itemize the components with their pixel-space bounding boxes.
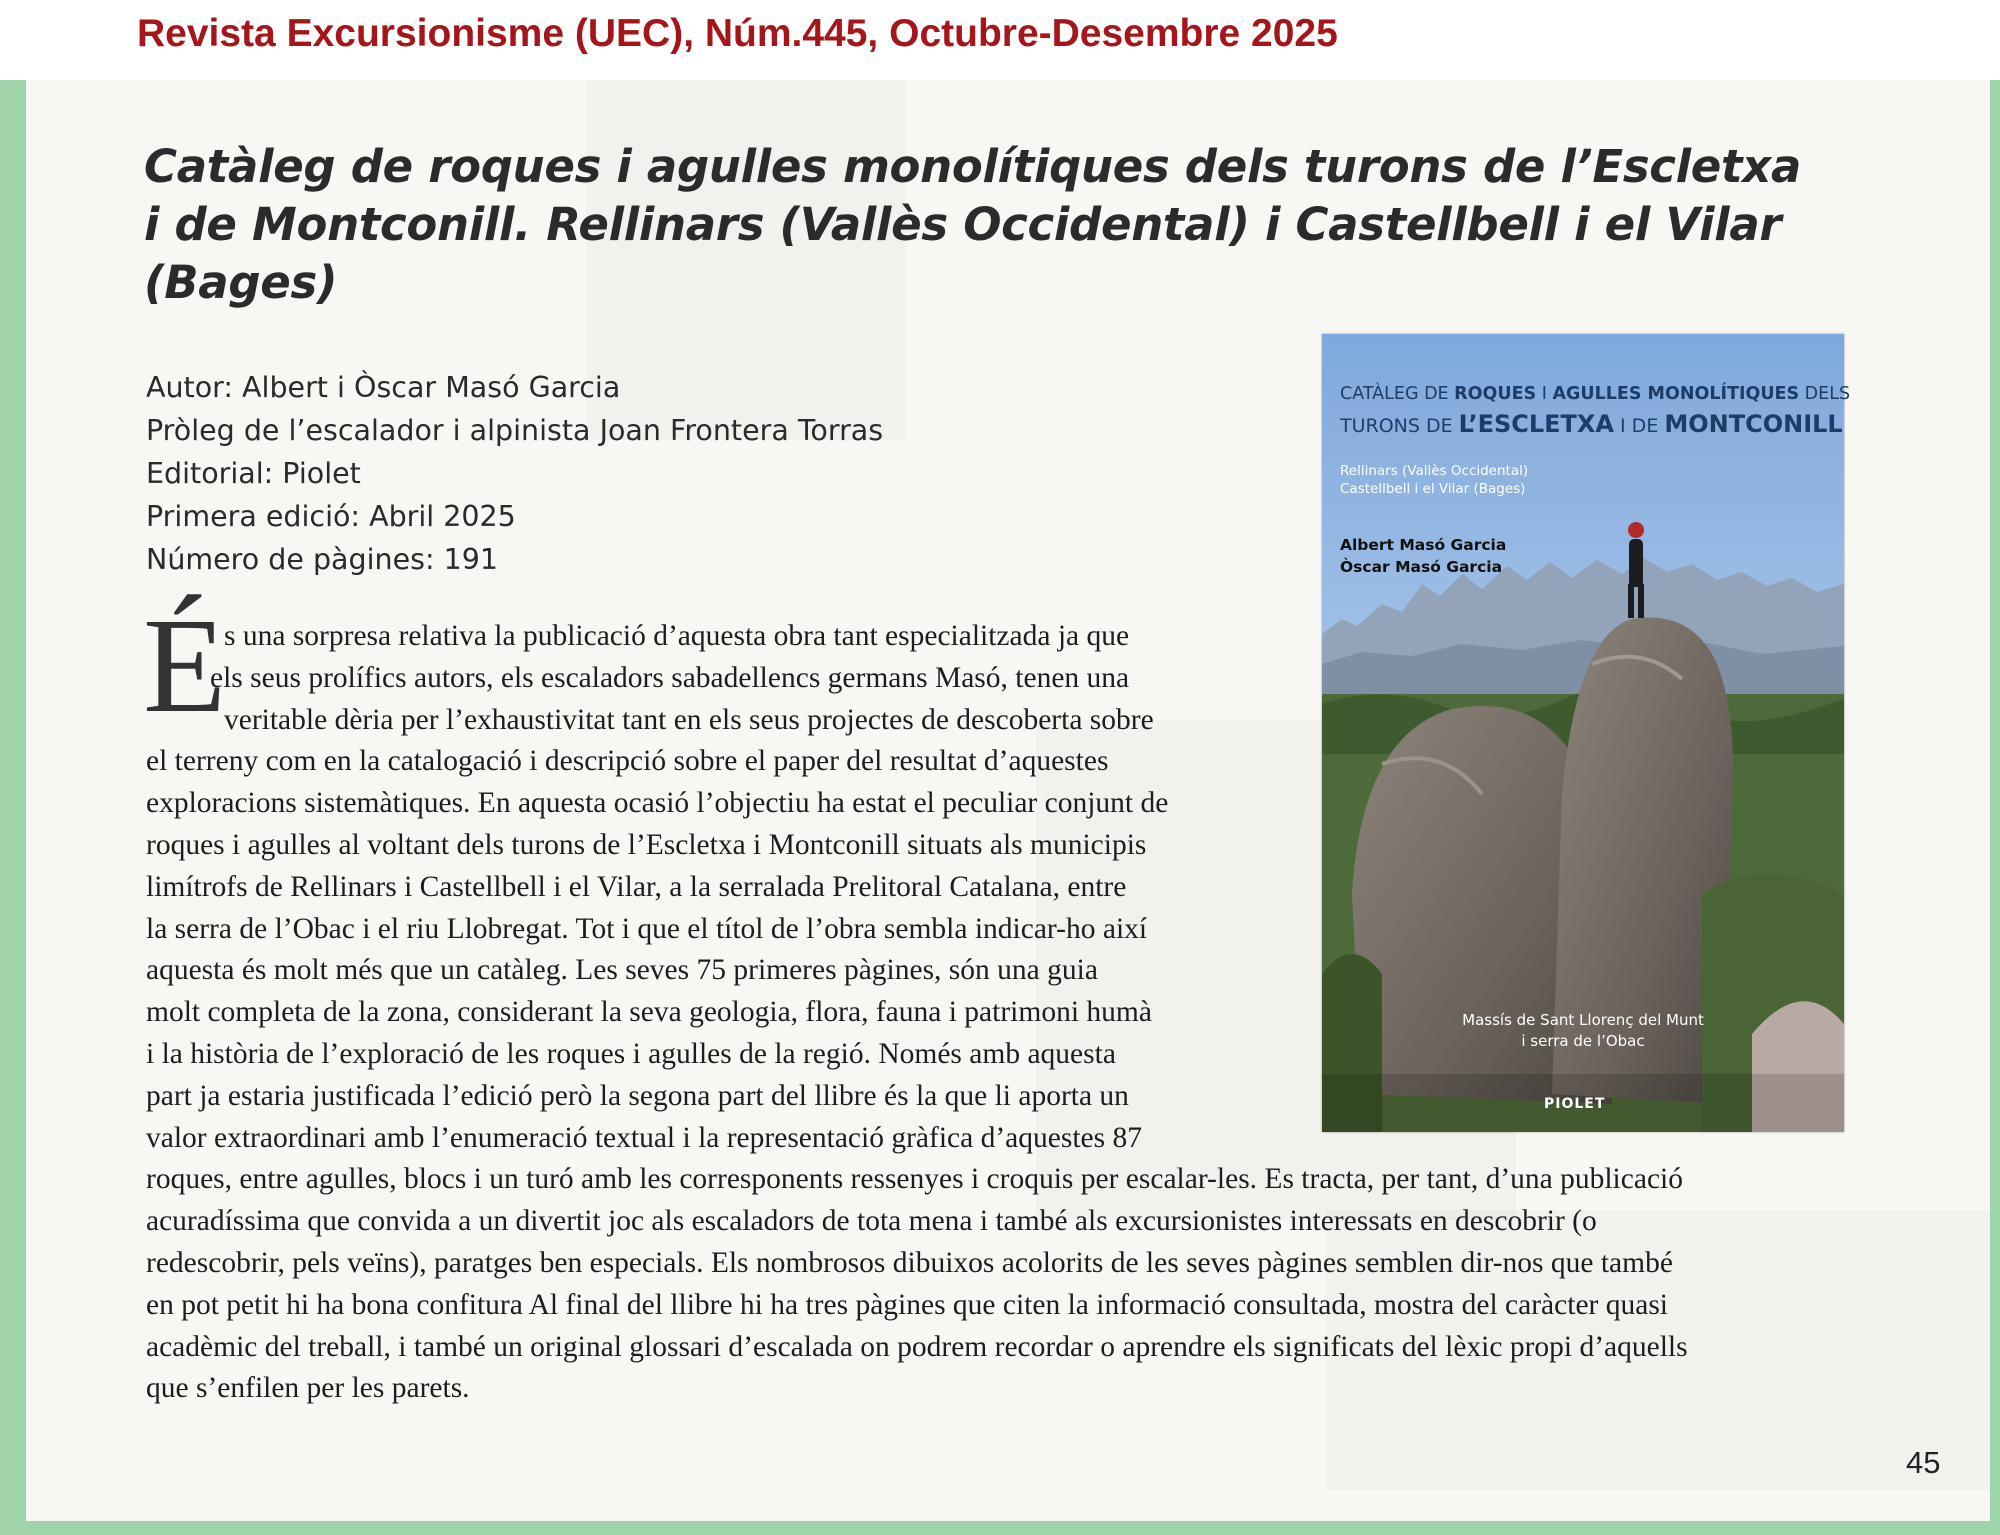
cover-text: TURONS DE (1340, 415, 1459, 437)
book-metadata (146, 366, 883, 581)
cover-text: L’ESCLETXA (1458, 410, 1614, 438)
body-line: s una sorpresa relativa la publicació d’aquesta obra tant especialitzada ja que (224, 620, 1130, 652)
body-line: valor extraordinari amb l’enumeració textual i la representació gràfica d’aquestes 87 (146, 1121, 1142, 1154)
body-line: roques i agulles al voltant dels turons de l’Escletxa i Montconill situats als municipis (146, 828, 1147, 861)
cover-publisher: PIOLET (1544, 1096, 1606, 1112)
body-line: acuradíssima que convida a un divertit joc als escaladors de tota mena i també als excursionistes interessats en descobrir (o (146, 1205, 1597, 1238)
cover-subtitle (1340, 462, 1528, 498)
body-line: roques, entre agulles, blocs i un turó amb les corresponents ressenyes i croquis per escalar-les. Es tracta, per tant, d’una publicació (146, 1163, 1683, 1196)
prologue-line: Pròleg de l’escalador i alpinista Joan Frontera Torras (146, 414, 884, 447)
cover-title-line1 (1340, 384, 1850, 404)
cover-massif-line: i serra de l’Obac (1521, 1032, 1645, 1050)
edition-line: Primera edició: Abril 2025 (146, 500, 516, 533)
body-line: en pot petit hi ha bona confitura Al final del llibre hi ha tres pàgines que citen la informació consultada, mostra del caràcter quasi (146, 1288, 1669, 1321)
body-line: la serra de l’Obac i el riu Llobregat. Tot i que el títol de l’obra sembla indicar-ho així (146, 912, 1148, 945)
body-line: que s’enfilen per les parets. (146, 1372, 470, 1405)
cover-massif-line: Massís de Sant Llorenç del Munt (1462, 1011, 1704, 1029)
body-line: els seus prolífics autors, els escaladors sabadellencs germans Masó, tenen una (210, 661, 1130, 694)
cover-text: ROQUES (1454, 384, 1537, 404)
cover-massif (1322, 1010, 1844, 1052)
title-line: i de Montconill. Rellinars (Vallès Occidental) i Castellbell i el Vilar (144, 198, 1782, 251)
body-line: el terreny com en la catalogació i descripció sobre el paper del resultat d’aquestes (146, 745, 1109, 778)
journal-title: Revista Excursionisme (UEC), Núm.445, Octubre-Desembre 2025 (137, 12, 1338, 55)
body-line: aquesta és molt més que un catàleg. Les seves 75 primeres pàgines, són una guia (146, 954, 1098, 987)
body-line: veritable dèria per l’exhaustivitat tant en els seus projectes de descoberta sobre (224, 703, 1154, 736)
cover-text: MONTCONILL (1664, 410, 1843, 438)
title-line: Catàleg de roques i agulles monolítiques dels turons de l’Escletxa (144, 140, 1802, 193)
publisher-line: Editorial: Piolet (146, 457, 361, 490)
cover-text: DELS (1799, 384, 1851, 404)
cover-subtitle-line: Rellinars (Vallès Occidental) (1340, 463, 1529, 479)
cover-title-line2 (1340, 410, 1843, 438)
article-title (144, 138, 1824, 312)
book-cover (1322, 334, 1851, 1132)
cover-text: I (1536, 384, 1553, 404)
body-line: molt completa de la zona, considerant la seva geologia, flora, fauna i patrimoni humà (146, 996, 1152, 1029)
cover-text: I DE (1614, 415, 1665, 437)
page-number: 45 (1906, 1445, 1941, 1480)
cover-author: Albert Masó Garcia (1340, 536, 1507, 554)
body-line: acadèmic del treball, i també un original glossari d’escalada on podrem recordar o aprendre els significats del lèxic propi d’aquells (146, 1330, 1688, 1363)
cover-text: AGULLES MONOLÍTIQUES (1552, 384, 1800, 404)
body-line: part ja estaria justificada l’edició però la segona part del llibre és la que li aporta un (146, 1079, 1129, 1112)
author-line: Autor: Albert i Òscar Masó Garcia (146, 371, 621, 404)
pages-line: Número de pàgines: 191 (146, 543, 499, 576)
body-line: i la història de l’exploració de les roques i agulles de la regió. Només amb aquesta (146, 1037, 1116, 1070)
cover-authors (1340, 534, 1506, 578)
drop-cap: É (143, 591, 227, 741)
journal-header (0, 0, 2000, 80)
cover-author: Òscar Masó Garcia (1340, 558, 1503, 576)
body-line: redescobrir, pels veïns), paratges ben especials. Els nombrosos dibuixos acolorits de les seves pàgines semblen dir-nos que també (146, 1246, 1673, 1279)
cover-text: CATÀLEG DE (1340, 384, 1455, 404)
cover-subtitle-line: Castellbell i el Vilar (Bages) (1340, 481, 1526, 497)
body-line: limítrofs de Rellinars i Castellbell i el Vilar, a la serralada Prelitoral Catalana, entre (146, 870, 1127, 903)
body-line: exploracions sistemàtiques. En aquesta ocasió l’objectiu ha estat el peculiar conjunt de (146, 787, 1169, 820)
title-line: (Bages) (144, 256, 338, 309)
